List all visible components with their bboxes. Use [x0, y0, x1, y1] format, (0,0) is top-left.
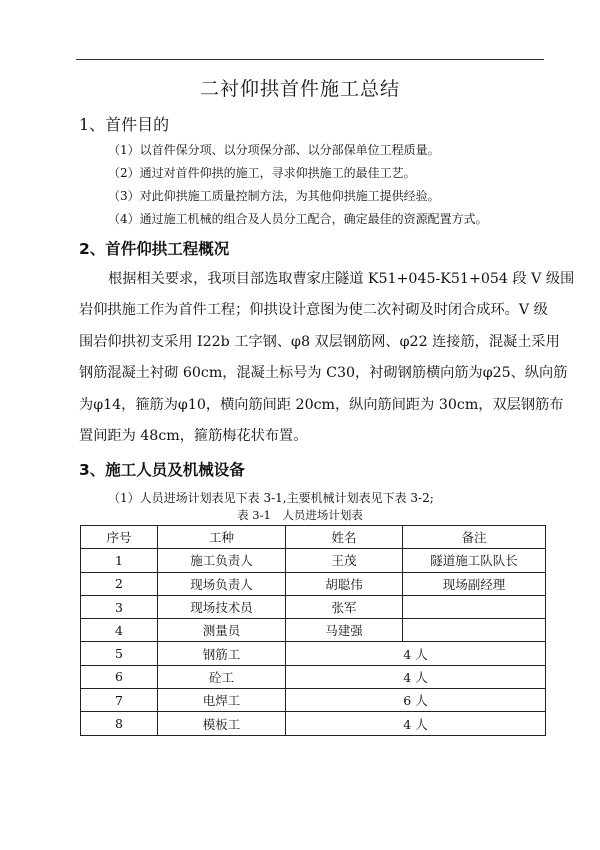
- remark: 隧道施工队队长: [403, 549, 546, 572]
- paragraph-line: 岩仰拱施工作为首件工程；仰拱设计意图为使二次衬砌及时闭合成环。V 级: [79, 302, 548, 318]
- section-3-heading: 3、施工人员及机械设备: [79, 461, 245, 479]
- person-name: 胡聪伟: [286, 572, 403, 595]
- section-1-item: （1）以首件保分项、以分项保分部、以分部保单位工程质量。: [108, 143, 440, 157]
- personnel-table: [80, 525, 546, 736]
- table-row: [81, 689, 546, 712]
- person-name: 张军: [286, 595, 403, 618]
- paragraph-line: 置间距为 48cm，箍筋梅花状布置。: [79, 428, 308, 444]
- job-type: 施工负责人: [158, 549, 286, 572]
- table-row: [81, 572, 546, 595]
- header-cell: 序号: [81, 526, 158, 549]
- paragraph-line: 根据相关要求，我项目部选取曹家庄隧道 K51+045-K51+054 段 V 级围: [108, 271, 575, 287]
- job-type: 钢筋工: [158, 642, 286, 665]
- section-1-heading: 1、首件目的: [79, 115, 170, 134]
- section-1-item: （2）通过对首件仰拱的施工，寻求仰拱施工的最佳工艺。: [108, 166, 416, 180]
- row-number: 6: [81, 665, 158, 688]
- row-number: 4: [81, 619, 158, 642]
- header-cell: 姓名: [286, 526, 403, 549]
- table-caption: 表 3-1 人员进场计划表: [237, 508, 363, 522]
- row-number: 7: [81, 689, 158, 712]
- job-type: 砼工: [158, 665, 286, 688]
- table-header-row: [81, 526, 546, 549]
- section-3-item: （1）人员进场计划表见下表 3-1,主要机械计划表见下表 3-2;: [108, 491, 434, 505]
- job-type: 现场负责人: [158, 572, 286, 595]
- headcount: 4 人: [286, 642, 546, 665]
- document-title: 二衬仰拱首件施工总结: [199, 78, 400, 100]
- job-type: 电焊工: [158, 689, 286, 712]
- paragraph-line: 围岩仰拱初支采用 I22b 工字钢、φ8 双层钢筋网、φ22 连接筋，混凝土采用: [79, 334, 560, 350]
- headcount: 6 人: [286, 689, 546, 712]
- job-type: 现场技术员: [158, 595, 286, 618]
- table-row: [81, 595, 546, 618]
- job-type: 测量员: [158, 619, 286, 642]
- table-row: [81, 549, 546, 572]
- row-number: 8: [81, 712, 158, 735]
- header-rule: [76, 59, 544, 60]
- row-number: 3: [81, 595, 158, 618]
- paragraph-line: 钢筋混凝土衬砌 60cm，混凝土标号为 C30，衬砌钢筋横向筋为φ25、纵向筋: [79, 365, 568, 381]
- row-number: 5: [81, 642, 158, 665]
- remark: [403, 595, 546, 618]
- person-name: 马建强: [286, 619, 403, 642]
- table-row: [81, 642, 546, 665]
- row-number: 1: [81, 549, 158, 572]
- headcount: 4 人: [286, 665, 546, 688]
- table-row: [81, 665, 546, 688]
- row-number: 2: [81, 572, 158, 595]
- person-name: 王茂: [286, 549, 403, 572]
- header-cell: 备注: [403, 526, 546, 549]
- header-cell: 工种: [158, 526, 286, 549]
- section-1-item: （3）对此仰拱施工质量控制方法，为其他仰拱施工提供经验。: [108, 189, 440, 203]
- remark: [403, 619, 546, 642]
- table-row: [81, 712, 546, 735]
- table-row: [81, 619, 546, 642]
- section-1-item: （4）通过施工机械的组合及人员分工配合，确定最佳的资源配置方式。: [108, 212, 488, 226]
- headcount: 4 人: [286, 712, 546, 735]
- section-2-heading: 2、首件仰拱工程概况: [79, 240, 230, 258]
- paragraph-line: 为φ14，箍筋为φ10，横向筋间距 20cm，纵向筋间距为 30cm，双层钢筋布: [79, 397, 564, 413]
- job-type: 模板工: [158, 712, 286, 735]
- remark: 现场副经理: [403, 572, 546, 595]
